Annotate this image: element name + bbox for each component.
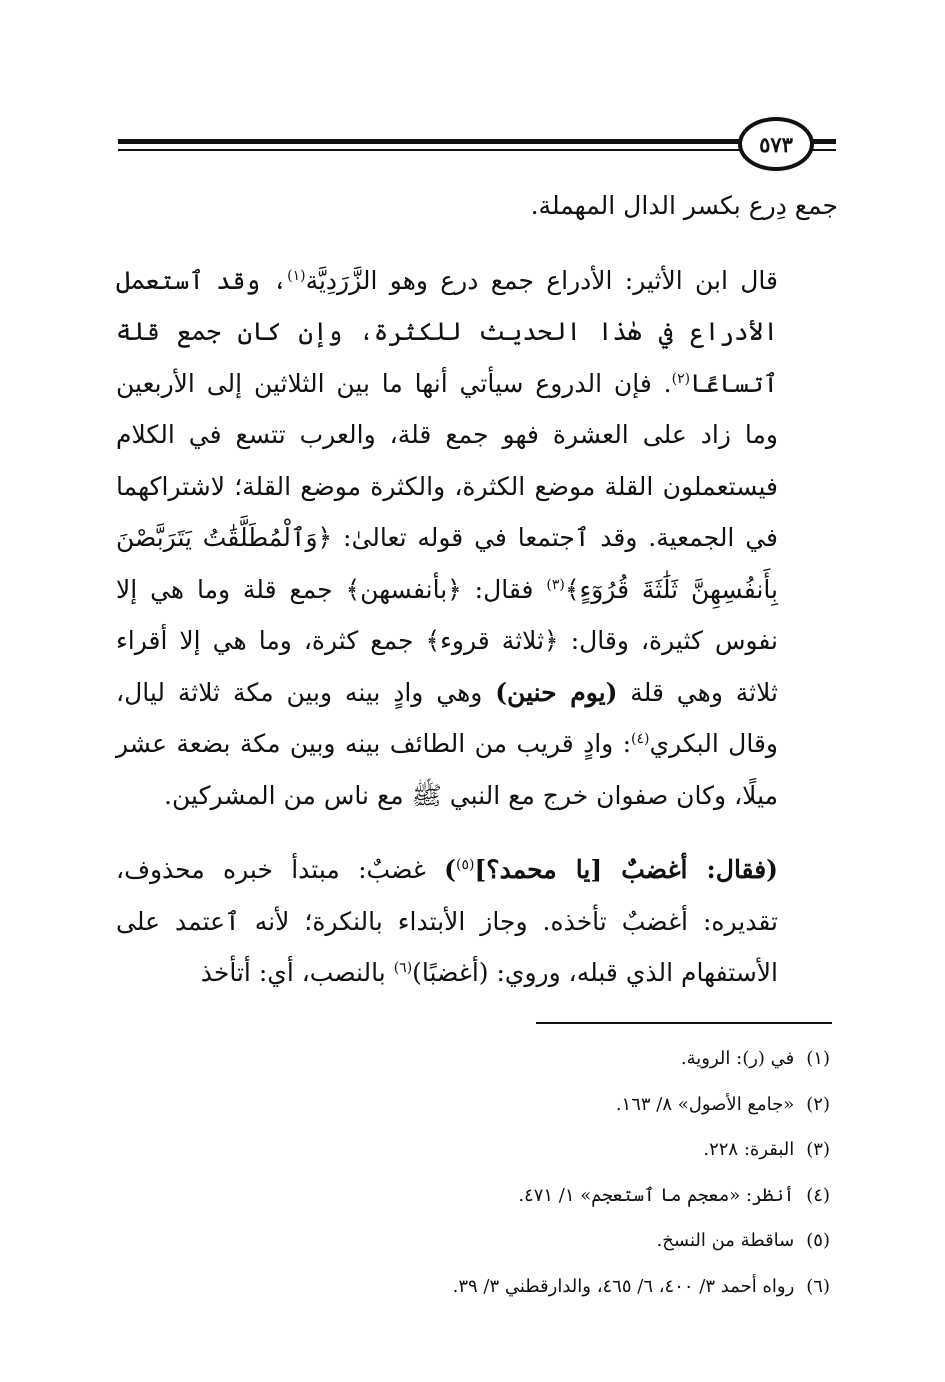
paragraph-3-bold-quote: (فقال: أغضبٌ [يا محمد؟] — [474, 855, 778, 884]
footnote-number: (٣) — [806, 1139, 830, 1160]
page-number: ٥٧٣ — [738, 117, 814, 171]
footnote-text: رواه أحمد ٣/ ٤٠٠، ٦/ ٤٦٥، والدارقطني ٣/ ٣٩. — [452, 1275, 795, 1297]
footnote-number: (١) — [806, 1048, 830, 1069]
paragraph-2-part-f: وهي وادٍ بينه وبين مكة ثلاثة ليال، وقال البكري — [116, 677, 778, 758]
paragraph-3-part-d: بالنصب، أي: أتأخذ — [200, 958, 394, 987]
header-rule-right-thin — [812, 149, 836, 151]
paragraph-3-part-c: غضبٌ: مبتدأ خبره محذوف، تقديره: أغضبٌ تأخذه. وجاز الأبتداء بالنكرة؛ لأنه ٱعتمد على الأستفهام الذي قبله، وروي: (أغضبًا) — [116, 855, 778, 987]
paragraph-3 — [116, 844, 838, 999]
header-rule-right-thick — [812, 139, 836, 144]
footnote-number: (٥) — [806, 1230, 830, 1251]
footnote-item — [140, 1173, 830, 1219]
footnote-item — [140, 1264, 830, 1310]
footnote-text: أنظر: «معجم ما ٱستعجم» ١/ ٤٧١. — [518, 1184, 795, 1206]
footnote-item — [140, 1127, 830, 1173]
header-rule-thick — [118, 139, 740, 144]
footnote-item — [140, 1082, 830, 1128]
paragraph-2-part-g: : وادٍ قريب من الطائف بينه وبين مكة بضعة عشر ميلًا، وكان صفوان خرج مع النبي ﷺ مع ناس من المشركين. — [116, 729, 778, 810]
footnote-separator — [536, 1022, 832, 1024]
footnote-ref-4: (٤) — [631, 731, 650, 747]
paragraph-2-part-a: قال ابن الأثير: الأدراع جمع درع وهو الزَّرَدِيَّة — [305, 265, 778, 295]
paragraph-2-bold-phrase: (يوم حنين) — [495, 677, 618, 707]
footnote-text: ساقطة من النسخ. — [656, 1230, 795, 1251]
paragraph-gap — [116, 232, 838, 255]
footnote-number: (٦) — [806, 1275, 830, 1297]
footnotes — [140, 1036, 830, 1309]
footnote-text: البقرة: ٢٢٨. — [703, 1139, 795, 1160]
footnote-ref-6: (٦) — [393, 960, 413, 976]
footnote-text: في (ر): الروية. — [680, 1048, 795, 1069]
paragraph-2-part-d: فقال: ﴿بأنفسهن﴾ جمع قلة وما هي إلا نفوس كثيرة، وقال: ﴿ثلاثة قروء﴾ جمع كثرة، وما هي إلا أقراء ثلاثة وهي قلة — [116, 574, 778, 707]
paragraph-2 — [116, 255, 838, 822]
paragraph-2-part-b: ، وقد ٱستعمل الأدراع في هٰذا الحديث للكثرة، وإن كان جمع قلة ٱتساعًا — [116, 265, 778, 398]
paragraph-1: جمع دِرع بكسر الدال المهملة. — [530, 191, 838, 220]
footnote-ref-3: (٣) — [546, 576, 565, 593]
footnote-ref-5: (٥) — [456, 857, 475, 873]
main-text — [116, 180, 838, 999]
footnote-number: (٢) — [806, 1093, 830, 1115]
paragraph-gap — [116, 821, 838, 844]
footnote-item — [140, 1218, 830, 1264]
footnote-item — [140, 1036, 830, 1082]
footnote-ref-1: (١) — [287, 267, 306, 284]
paragraph-3-bold-close: ) — [444, 855, 456, 884]
header-rule-thin — [118, 149, 740, 151]
footnote-text: «جامع الأصول» ٨/ ١٦٣. — [615, 1093, 795, 1115]
paragraph-2-part-c: . فإن الدروع سيأتي أنها ما بين الثلاثين إلى الأربعين وما زاد على العشرة فهو جمع قلة، والعرب تتسع في الكلام فيستعملون القلة موضع الكثرة، والكثرة موضع القلة؛ لاشتراكهما في الجمعية. وقد ٱجتمعا في قوله تعالىٰ: ﴿وَٱلْمُطَلَّقَٰتُ يَتَرَبَّصْنَ بِأَنفُسِهِنَّ ثَلَٰثَةَ قُرُوٓءٍ﴾ — [116, 368, 778, 604]
footnote-ref-2: (٢) — [671, 370, 691, 387]
footnote-number: (٤) — [806, 1184, 830, 1206]
